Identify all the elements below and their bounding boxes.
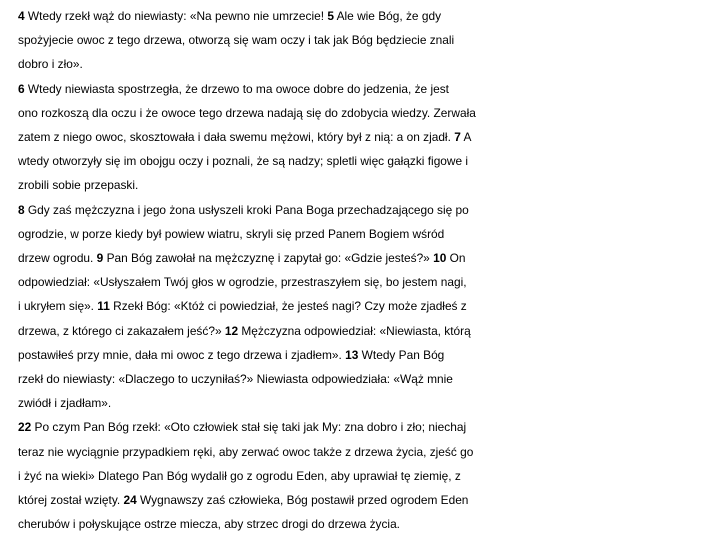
passage-line: [18, 52, 718, 76]
verse-number: 22: [18, 420, 32, 435]
passage-line: [18, 319, 718, 343]
passage-line: [18, 464, 718, 488]
verse-text: Wygnawszy zaś człowieka, Bóg postawił przed ogrodem Eden: [136, 493, 469, 508]
passage-line: [18, 28, 718, 52]
verse-text: której został wzięty.: [18, 493, 124, 508]
verse-text: ogrodzie, w porze kiedy był powiew wiatru, skryli się przed Panem Bogiem wśród: [18, 226, 445, 241]
passage-line: [18, 222, 718, 246]
passage-line: [18, 343, 718, 367]
verse-text: teraz nie wyciągnie przypadkiem ręki, aby zerwać owoc także z drzewa życia, zjeść go: [18, 444, 474, 459]
verse-text: postawiłeś przy mnie, dała mi owoc z tego drzewa i zjadłem».: [18, 347, 346, 362]
verse-number: 7: [454, 130, 461, 145]
passage-line: [18, 512, 718, 536]
passage-line: [18, 367, 718, 391]
verse-text: wtedy otworzyły się im obojgu oczy i poznali, że są nadzy; spletli więc gałązki figowe i: [18, 154, 469, 169]
verse-text: Wtedy Pan Bóg: [358, 347, 445, 362]
verse-text: On: [446, 251, 466, 266]
verse-number: 9: [96, 251, 104, 266]
verse-number: 4: [18, 9, 25, 23]
scripture-passage: [18, 4, 718, 536]
verse-text: zrobili sobie przepaski.: [18, 178, 139, 193]
verse-text: spożyjecie owoc z tego drzewa, otworzą się wam oczy i tak jak Bóg będziecie znali: [18, 33, 455, 48]
verse-text: i ukryłem się».: [18, 299, 98, 314]
passage-line: [18, 415, 718, 439]
passage-line: [18, 4, 718, 28]
verse-number: 11: [97, 299, 110, 314]
verse-number: 24: [123, 493, 137, 508]
verse-text: odpowiedział: «Usłyszałem Twój głos w ogrodzie, przestraszyłem się, bo jestem nagi,: [18, 275, 467, 290]
passage-line: [18, 270, 718, 294]
verse-number: 5: [327, 9, 334, 23]
verse-text: Po czym Pan Bóg rzekł: «Oto człowiek stał się taki jak My: zna dobro i zło; niechaj: [31, 420, 467, 435]
verse-text: Rzekł Bóg: «Któż ci powiedział, że jesteś nagi? Czy może zjadłeś z: [109, 299, 467, 314]
verse-text: zatem z niego owoc, skosztowała i dała swemu mężowi, który był z nią: a on zjadł.: [18, 130, 455, 145]
verse-text: Wtedy rzekł wąż do niewiasty: «Na pewno nie umrzecie!: [24, 9, 328, 23]
verse-text: Gdy zaś mężczyzna i jego żona usłyszeli kroki Pana Boga przechadzającego się po: [24, 202, 469, 217]
passage-line: [18, 488, 718, 512]
verse-text: Pan Bóg zawołał na mężczyznę i zapytał go: «Gdzie jesteś?»: [103, 251, 434, 266]
passage-line: [18, 101, 718, 125]
passage-line: [18, 173, 718, 197]
passage-line: [18, 125, 718, 149]
passage-line: [18, 391, 718, 415]
verse-number: 8: [18, 202, 25, 217]
verse-text: A: [460, 130, 472, 145]
verse-text: Ale wie Bóg, że gdy: [333, 9, 442, 23]
verse-number: 12: [224, 323, 239, 338]
verse-number: 13: [345, 347, 359, 362]
passage-line: [18, 198, 718, 222]
verse-text: dobro i zło».: [18, 57, 83, 72]
passage-line: [18, 294, 718, 318]
passage-line: [18, 440, 718, 464]
verse-text: ono rozkoszą dla oczu i że owoce tego drzewa nadają się do zdobycia wiedzy. Zerwała: [18, 105, 476, 120]
verse-text: rzekł do niewiasty: «Dlaczego to uczyniłaś?» Niewiasta odpowiedziała: «Wąż mnie: [18, 372, 453, 387]
verse-text: Mężczyzna odpowiedział: «Niewiasta, którą: [238, 323, 471, 338]
verse-text: i żyć na wieki» Dlatego Pan Bóg wydalił go z ogrodu Eden, aby uprawiał tę ziemię, z: [18, 468, 461, 483]
passage-line: [18, 77, 718, 101]
verse-number: 6: [18, 81, 25, 96]
passage-line: [18, 246, 718, 270]
passage-line: [18, 149, 718, 173]
verse-text: zwiódł i zjadłam».: [18, 396, 112, 411]
verse-number: 10: [433, 251, 447, 266]
verse-text: Wtedy niewiasta spostrzegła, że drzewo to ma owoce dobre do jedzenia, że jest: [24, 81, 449, 96]
verse-text: cherubów i połyskujące ostrze miecza, aby strzec drogi do drzewa życia.: [18, 517, 400, 532]
verse-text: drzew ogrodu.: [18, 251, 97, 266]
verse-text: drzewa, z którego ci zakazałem jeść?»: [18, 323, 225, 338]
